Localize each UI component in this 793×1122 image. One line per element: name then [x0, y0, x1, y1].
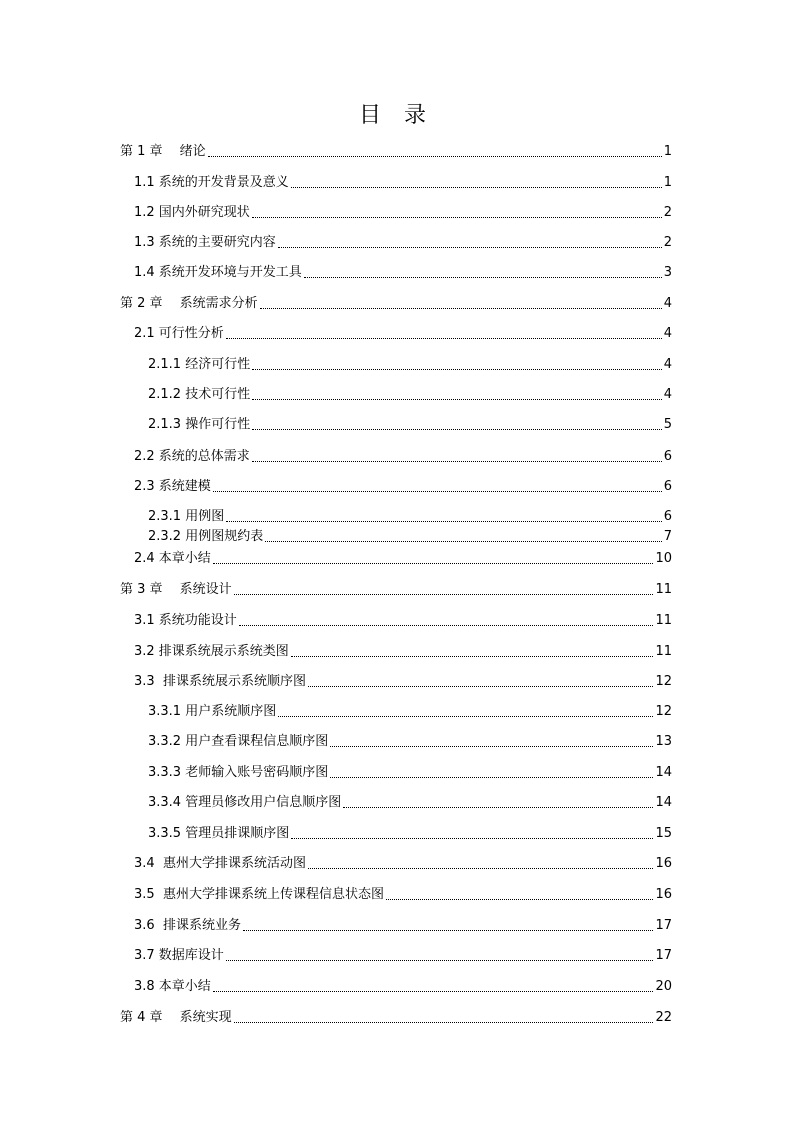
- toc-leader-dots: [278, 715, 653, 717]
- toc-entry-page: 12: [655, 704, 672, 719]
- toc-entry[interactable]: [0, 944, 793, 964]
- toc-leader-dots: [291, 186, 662, 188]
- toc-entry[interactable]: [0, 261, 793, 281]
- toc-leader-dots: [252, 398, 662, 400]
- toc-entry[interactable]: [0, 413, 793, 433]
- toc-leader-dots: [304, 276, 662, 278]
- toc-entry-label: 1.3 系统的主要研究内容: [134, 235, 276, 250]
- toc-entry-label: 1.4 系统开发环境与开发工具: [134, 265, 302, 280]
- toc-entry[interactable]: [0, 322, 793, 342]
- toc-entry-page: 6: [663, 509, 672, 524]
- toc-entry-page: 11: [655, 613, 672, 628]
- toc-entry[interactable]: [0, 475, 793, 495]
- toc-entry-label: 2.3.2 用例图规约表: [148, 529, 264, 544]
- toc-entry-label: 第 2 章 系统需求分析: [120, 296, 258, 311]
- toc-leader-dots: [226, 959, 654, 961]
- toc-entry[interactable]: [0, 578, 793, 598]
- toc-entry-page: 11: [655, 644, 672, 659]
- toc-entry-page: 3: [663, 265, 672, 280]
- toc-leader-dots: [234, 1021, 654, 1023]
- toc-leader-dots: [308, 685, 654, 687]
- toc-entry-label: 1.1 系统的开发背景及意义: [134, 175, 289, 190]
- toc-entry-page: 1: [663, 175, 672, 190]
- toc-leader-dots: [213, 490, 662, 492]
- toc-entry[interactable]: [0, 700, 793, 720]
- toc-entry-page: 22: [655, 1010, 672, 1025]
- toc-entry-page: 16: [655, 887, 672, 902]
- toc-entry-page: 4: [663, 387, 672, 402]
- toc-entry-label: 2.1.1 经济可行性: [148, 357, 251, 372]
- toc-entry[interactable]: [0, 505, 793, 525]
- toc-entry-label: 3.3 排课系统展示系统顺序图: [134, 674, 306, 689]
- toc-leader-dots: [252, 368, 662, 370]
- toc-entry[interactable]: [0, 852, 793, 872]
- toc-entry[interactable]: [0, 1006, 793, 1026]
- toc-entry[interactable]: [0, 231, 793, 251]
- toc-leader-dots: [252, 460, 662, 462]
- toc-leader-dots: [243, 929, 654, 931]
- toc-entry-label: 2.1 可行性分析: [134, 326, 224, 341]
- toc-entry-label: 2.3 系统建模: [134, 479, 211, 494]
- toc-entry-page: 1: [663, 144, 672, 159]
- toc-entry-label: 3.1 系统功能设计: [134, 613, 237, 628]
- toc-leader-dots: [291, 655, 654, 657]
- toc-entry[interactable]: [0, 525, 793, 545]
- toc-leader-dots: [213, 990, 654, 992]
- toc-entry-label: 2.3.1 用例图: [148, 509, 225, 524]
- toc-entry-page: 14: [655, 765, 672, 780]
- toc-entry[interactable]: [0, 640, 793, 660]
- toc-entry-label: 第 1 章 绪论: [120, 144, 206, 159]
- toc-entry-page: 14: [655, 795, 672, 810]
- toc-entry-page: 7: [663, 529, 672, 544]
- toc-entry-label: 2.1.2 技术可行性: [148, 387, 251, 402]
- toc-entry[interactable]: [0, 292, 793, 312]
- toc-entry[interactable]: [0, 791, 793, 811]
- toc-leader-dots: [226, 337, 662, 339]
- toc-entry-label: 3.2 排课系统展示系统类图: [134, 644, 289, 659]
- toc-entry-label: 3.7 数据库设计: [134, 948, 224, 963]
- toc-entry-page: 17: [655, 948, 672, 963]
- toc-leader-dots: [308, 867, 654, 869]
- toc-entry[interactable]: [0, 547, 793, 567]
- toc-entry[interactable]: [0, 822, 793, 842]
- toc-entry-label: 3.3.2 用户查看课程信息顺序图: [148, 734, 329, 749]
- toc-entry-label: 3.3.4 管理员修改用户信息顺序图: [148, 795, 342, 810]
- toc-entry-label: 3.6 排课系统业务: [134, 918, 241, 933]
- toc-entry[interactable]: [0, 730, 793, 750]
- toc-leader-dots: [278, 246, 662, 248]
- toc-leader-dots: [252, 216, 662, 218]
- toc-entry-page: 2: [663, 235, 672, 250]
- toc-entry-label: 3.8 本章小结: [134, 979, 211, 994]
- toc-entry-page: 6: [663, 449, 672, 464]
- toc-entry-page: 13: [655, 734, 672, 749]
- toc-entry[interactable]: [0, 201, 793, 221]
- toc-leader-dots: [265, 540, 662, 542]
- toc-entry[interactable]: [0, 914, 793, 934]
- toc-entry[interactable]: [0, 883, 793, 903]
- toc-title: 目 录: [359, 103, 434, 128]
- toc-entry-label: 3.4 惠州大学排课系统活动图: [134, 856, 306, 871]
- toc-entry-page: 4: [663, 326, 672, 341]
- toc-entry[interactable]: [0, 353, 793, 373]
- toc-entry[interactable]: [0, 975, 793, 995]
- toc-leader-dots: [234, 593, 654, 595]
- toc-entry-label: 2.4 本章小结: [134, 551, 211, 566]
- toc-leader-dots: [291, 837, 653, 839]
- toc-leader-dots: [386, 898, 654, 900]
- toc-entry-page: 6: [663, 479, 672, 494]
- toc-entry-label: 2.2 系统的总体需求: [134, 449, 250, 464]
- toc-entry-label: 1.2 国内外研究现状: [134, 205, 250, 220]
- toc-entry-label: 第 3 章 系统设计: [120, 582, 232, 597]
- toc-leader-dots: [208, 155, 662, 157]
- toc-leader-dots: [260, 307, 662, 309]
- toc-leader-dots: [330, 776, 653, 778]
- toc-leader-dots: [239, 624, 654, 626]
- toc-leader-dots: [330, 745, 653, 747]
- toc-entry-page: 11: [655, 582, 672, 597]
- toc-entry-label: 3.3.5 管理员排课顺序图: [148, 826, 290, 841]
- toc-entry-label: 3.3.3 老师输入账号密码顺序图: [148, 765, 329, 780]
- toc-entry-label: 2.1.3 操作可行性: [148, 417, 251, 432]
- toc-leader-dots: [213, 562, 654, 564]
- toc-entry-page: 5: [663, 417, 672, 432]
- toc-entry-label: 第 4 章 系统实现: [120, 1010, 232, 1025]
- toc-entry[interactable]: [0, 140, 793, 160]
- toc-leader-dots: [226, 520, 662, 522]
- toc-entry[interactable]: [0, 171, 793, 191]
- toc-entry[interactable]: [0, 609, 793, 629]
- toc-leader-dots: [343, 806, 653, 808]
- toc-leader-dots: [252, 428, 662, 430]
- toc-entry-label: 3.3.1 用户系统顺序图: [148, 704, 277, 719]
- toc-entry[interactable]: [0, 670, 793, 690]
- toc-entry[interactable]: [0, 761, 793, 781]
- toc-entry-page: 2: [663, 205, 672, 220]
- toc-entry-page: 4: [663, 296, 672, 311]
- toc-entry-label: 3.5 惠州大学排课系统上传课程信息状态图: [134, 887, 384, 902]
- toc-entry-page: 15: [655, 826, 672, 841]
- toc-entry-page: 4: [663, 357, 672, 372]
- toc-entry-page: 17: [655, 918, 672, 933]
- toc-entry[interactable]: [0, 383, 793, 403]
- toc-entry-page: 20: [655, 979, 672, 994]
- toc-entry-page: 10: [655, 551, 672, 566]
- toc-entry[interactable]: [0, 445, 793, 465]
- toc-entry-page: 12: [655, 674, 672, 689]
- toc-entry-page: 16: [655, 856, 672, 871]
